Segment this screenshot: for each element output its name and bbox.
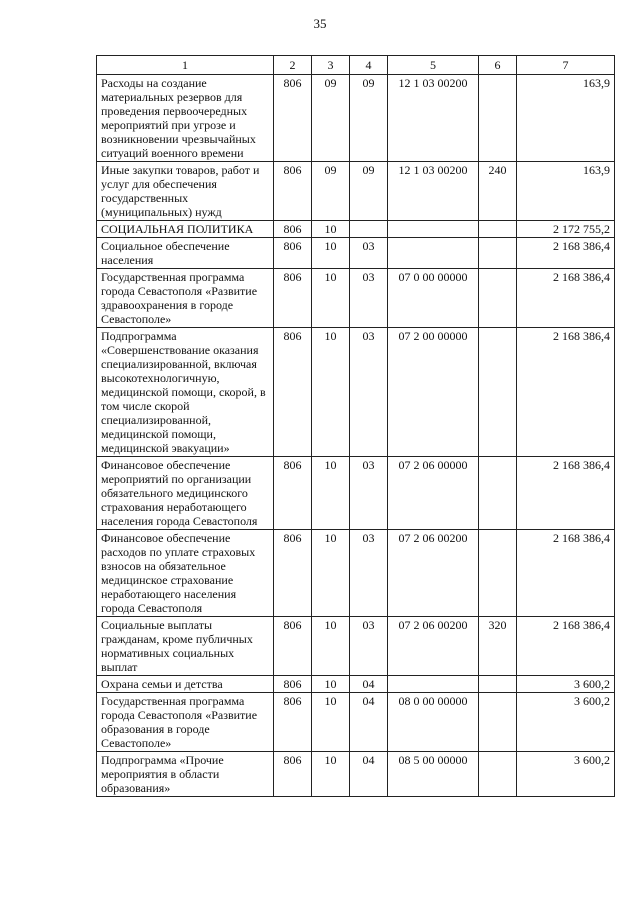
subsection-cell: 09 <box>350 75 388 162</box>
name-cell: СОЦИАЛЬНАЯ ПОЛИТИКА <box>97 221 274 238</box>
table-row <box>97 328 615 457</box>
ministry-cell: 806 <box>274 617 312 676</box>
name-cell: Государственная программа города Севастополя «Развитие здравоохранения в городе Севастополе» <box>97 269 274 328</box>
subsection-cell: 04 <box>350 693 388 752</box>
section-cell: 10 <box>312 752 350 797</box>
table-row <box>97 617 615 676</box>
section-cell: 10 <box>312 457 350 530</box>
subsection-cell: 04 <box>350 676 388 693</box>
amount-cell: 2 168 386,4 <box>517 238 615 269</box>
ministry-cell: 806 <box>274 238 312 269</box>
header-col-2: 2 <box>274 56 312 75</box>
name-cell: Охрана семьи и детства <box>97 676 274 693</box>
name-cell: Социальное обеспечение населения <box>97 238 274 269</box>
section-cell: 10 <box>312 238 350 269</box>
header-col-6: 6 <box>479 56 517 75</box>
target-article-cell: 07 2 06 00200 <box>388 530 479 617</box>
header-col-7: 7 <box>517 56 615 75</box>
target-article-cell: 12 1 03 00200 <box>388 75 479 162</box>
target-article-cell: 07 0 00 00000 <box>388 269 479 328</box>
amount-cell: 3 600,2 <box>517 752 615 797</box>
amount-cell: 3 600,2 <box>517 693 615 752</box>
expense-type-cell: 240 <box>479 162 517 221</box>
target-article-cell: 07 2 06 00200 <box>388 617 479 676</box>
subsection-cell: 03 <box>350 530 388 617</box>
expense-type-cell <box>479 221 517 238</box>
target-article-cell: 07 2 00 00000 <box>388 328 479 457</box>
target-article-cell <box>388 221 479 238</box>
name-cell: Социальные выплаты гражданам, кроме публичных нормативных социальных выплат <box>97 617 274 676</box>
target-article-cell: 08 0 00 00000 <box>388 693 479 752</box>
header-col-3: 3 <box>312 56 350 75</box>
section-cell: 10 <box>312 693 350 752</box>
table-row <box>97 530 615 617</box>
subsection-cell: 03 <box>350 328 388 457</box>
subsection-cell <box>350 221 388 238</box>
amount-cell: 2 172 755,2 <box>517 221 615 238</box>
name-cell: Расходы на создание материальных резервов для проведения первоочередных мероприятий при угрозе и возникновении чрезвычайных ситуаций военного времени <box>97 75 274 162</box>
section-cell: 09 <box>312 75 350 162</box>
amount-cell: 2 168 386,4 <box>517 328 615 457</box>
amount-cell: 163,9 <box>517 162 615 221</box>
target-article-cell: 12 1 03 00200 <box>388 162 479 221</box>
expense-type-cell <box>479 693 517 752</box>
name-cell: Финансовое обеспечение расходов по уплате страховых взносов на обязательное медицинское страхование неработающего населения города Севастополя <box>97 530 274 617</box>
name-cell: Государственная программа города Севастополя «Развитие образования в городе Севастополе» <box>97 693 274 752</box>
table-row <box>97 269 615 328</box>
amount-cell: 3 600,2 <box>517 676 615 693</box>
target-article-cell: 08 5 00 00000 <box>388 752 479 797</box>
expense-type-cell <box>479 457 517 530</box>
section-cell: 10 <box>312 269 350 328</box>
ministry-cell: 806 <box>274 457 312 530</box>
subsection-cell: 03 <box>350 269 388 328</box>
expense-type-cell <box>479 530 517 617</box>
amount-cell: 2 168 386,4 <box>517 457 615 530</box>
ministry-cell: 806 <box>274 328 312 457</box>
section-cell: 10 <box>312 328 350 457</box>
subsection-cell: 09 <box>350 162 388 221</box>
subsection-cell: 03 <box>350 617 388 676</box>
expense-type-cell: 320 <box>479 617 517 676</box>
header-col-1: 1 <box>97 56 274 75</box>
amount-cell: 163,9 <box>517 75 615 162</box>
name-cell: Финансовое обеспечение мероприятий по организации обязательного медицинского страхования неработающего населения города Севастополя <box>97 457 274 530</box>
table-row <box>97 75 615 162</box>
expense-type-cell <box>479 269 517 328</box>
expense-type-cell <box>479 676 517 693</box>
table-row <box>97 752 615 797</box>
subsection-cell: 04 <box>350 752 388 797</box>
ministry-cell: 806 <box>274 676 312 693</box>
expense-type-cell <box>479 328 517 457</box>
target-article-cell: 07 2 06 00000 <box>388 457 479 530</box>
expense-type-cell <box>479 75 517 162</box>
amount-cell: 2 168 386,4 <box>517 617 615 676</box>
ministry-cell: 806 <box>274 752 312 797</box>
amount-cell: 2 168 386,4 <box>517 530 615 617</box>
page-number: 35 <box>313 16 327 31</box>
table-row <box>97 693 615 752</box>
name-cell: Иные закупки товаров, работ и услуг для обеспечения государственных (муниципальных) нужд <box>97 162 274 221</box>
header-col-5: 5 <box>388 56 479 75</box>
section-cell: 10 <box>312 676 350 693</box>
name-cell: Подпрограмма «Совершенствование оказания специализированной, включая высокотехнологичную, медицинской помощи, скорой, в том числе скорой специализированной, медицинской помощи, медицинской эвакуации» <box>97 328 274 457</box>
subsection-cell: 03 <box>350 457 388 530</box>
ministry-cell: 806 <box>274 269 312 328</box>
section-cell: 10 <box>312 617 350 676</box>
amount-cell: 2 168 386,4 <box>517 269 615 328</box>
target-article-cell <box>388 238 479 269</box>
target-article-cell <box>388 676 479 693</box>
ministry-cell: 806 <box>274 162 312 221</box>
section-cell: 10 <box>312 221 350 238</box>
expense-type-cell <box>479 752 517 797</box>
ministry-cell: 806 <box>274 693 312 752</box>
table-row <box>97 457 615 530</box>
table-row <box>97 676 615 693</box>
ministry-cell: 806 <box>274 75 312 162</box>
section-cell: 10 <box>312 530 350 617</box>
section-cell: 09 <box>312 162 350 221</box>
budget-table <box>96 55 615 797</box>
ministry-cell: 806 <box>274 221 312 238</box>
table-row <box>97 162 615 221</box>
name-cell: Подпрограмма «Прочие мероприятия в области образования» <box>97 752 274 797</box>
table-header-row <box>97 56 615 75</box>
table-row <box>97 238 615 269</box>
ministry-cell: 806 <box>274 530 312 617</box>
header-col-4: 4 <box>350 56 388 75</box>
expense-type-cell <box>479 238 517 269</box>
table-row <box>97 221 615 238</box>
subsection-cell: 03 <box>350 238 388 269</box>
